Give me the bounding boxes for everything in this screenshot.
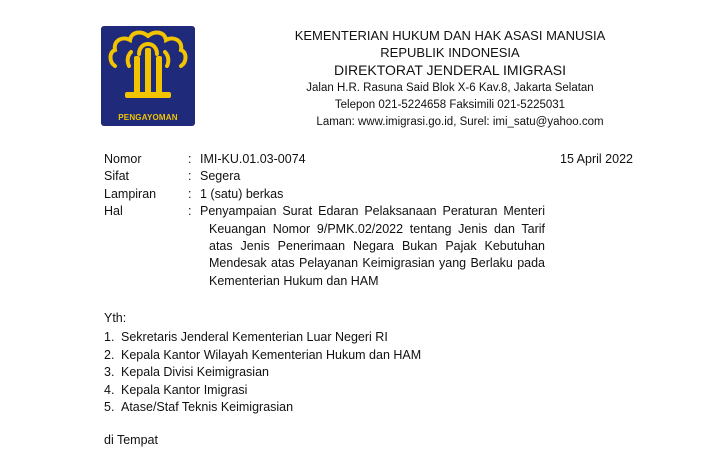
sifat-label: Sifat (104, 169, 130, 184)
meta-row-lampiran (104, 186, 545, 203)
item-number: 1. (104, 330, 115, 345)
lampiran-label: Lampiran (104, 186, 157, 201)
letter-meta (104, 151, 545, 290)
ministry-logo (101, 26, 195, 126)
directorate-name: DIREKTORAT JENDERAL IMIGRASI (333, 62, 567, 78)
nomor-value: IMI-KU.01.03-0074 (200, 152, 306, 166)
recipient-list (104, 329, 421, 416)
logo-caption: PENGAYOMAN (118, 113, 178, 122)
lampiran-value: 1 (satu) berkas (200, 186, 284, 201)
web-line: Laman: www.imigrasi.go.id, Surel: imi_satu@yahoo.com (316, 116, 604, 128)
list-item (104, 329, 421, 346)
phone-line: Telepon 021-5224658 Faksimili 021-5225031 (334, 99, 566, 111)
address-line: Jalan H.R. Rasuna Said Blok X-6 Kav.8, Jakarta Selatan (306, 82, 594, 94)
separator: : (188, 152, 192, 166)
separator: : (188, 169, 192, 184)
item-text: Kepala Kantor Imigrasi (121, 382, 248, 397)
item-number: 4. (104, 382, 115, 397)
recipients-block (104, 310, 421, 416)
ministry-name: KEMENTERIAN HUKUM DAN HAK ASASI MANUSIA (294, 28, 606, 43)
list-item (104, 382, 421, 399)
item-text: Kepala Kantor Wilayah Kementerian Hukum dan HAM (121, 347, 422, 362)
country-name: REPUBLIK INDONESIA (380, 45, 520, 60)
separator: : (188, 186, 192, 201)
item-number: 3. (104, 365, 115, 380)
meta-row-hal (104, 203, 545, 290)
tree-emblem-icon (101, 26, 195, 112)
hal-value: Penyampaian Surat Edaran Pelaksanaan Peraturan Menteri Keuangan Nomor 9/PMK.02/2022 tentang Jenis dan Tarif atas Jenis Penerimaan Negara Bukan Pajak Kebutuhan Mendesak atas Pelayanan Keimigrasian yang Berlaku pada Kementerian Hukum dan HAM (200, 204, 545, 288)
meta-row-sifat (104, 168, 545, 185)
item-text: Sekretaris Jenderal Kementerian Luar Negeri RI (121, 330, 388, 345)
closing-text: di Tempat (104, 433, 158, 447)
salutation: Yth: (104, 311, 127, 325)
nomor-label: Nomor (104, 152, 142, 166)
separator: : (188, 204, 192, 219)
hal-label: Hal (104, 204, 123, 219)
meta-row-nomor (104, 151, 545, 168)
item-text: Kepala Divisi Keimigrasian (121, 365, 269, 380)
item-number: 5. (104, 400, 115, 415)
list-item (104, 347, 421, 364)
sifat-value: Segera (200, 169, 241, 184)
list-item (104, 399, 421, 416)
letter-date: 15 April 2022 (560, 152, 633, 166)
item-text: Atase/Staf Teknis Keimigrasian (121, 400, 294, 415)
letterhead (210, 27, 690, 131)
item-number: 2. (104, 347, 115, 362)
list-item (104, 364, 421, 381)
